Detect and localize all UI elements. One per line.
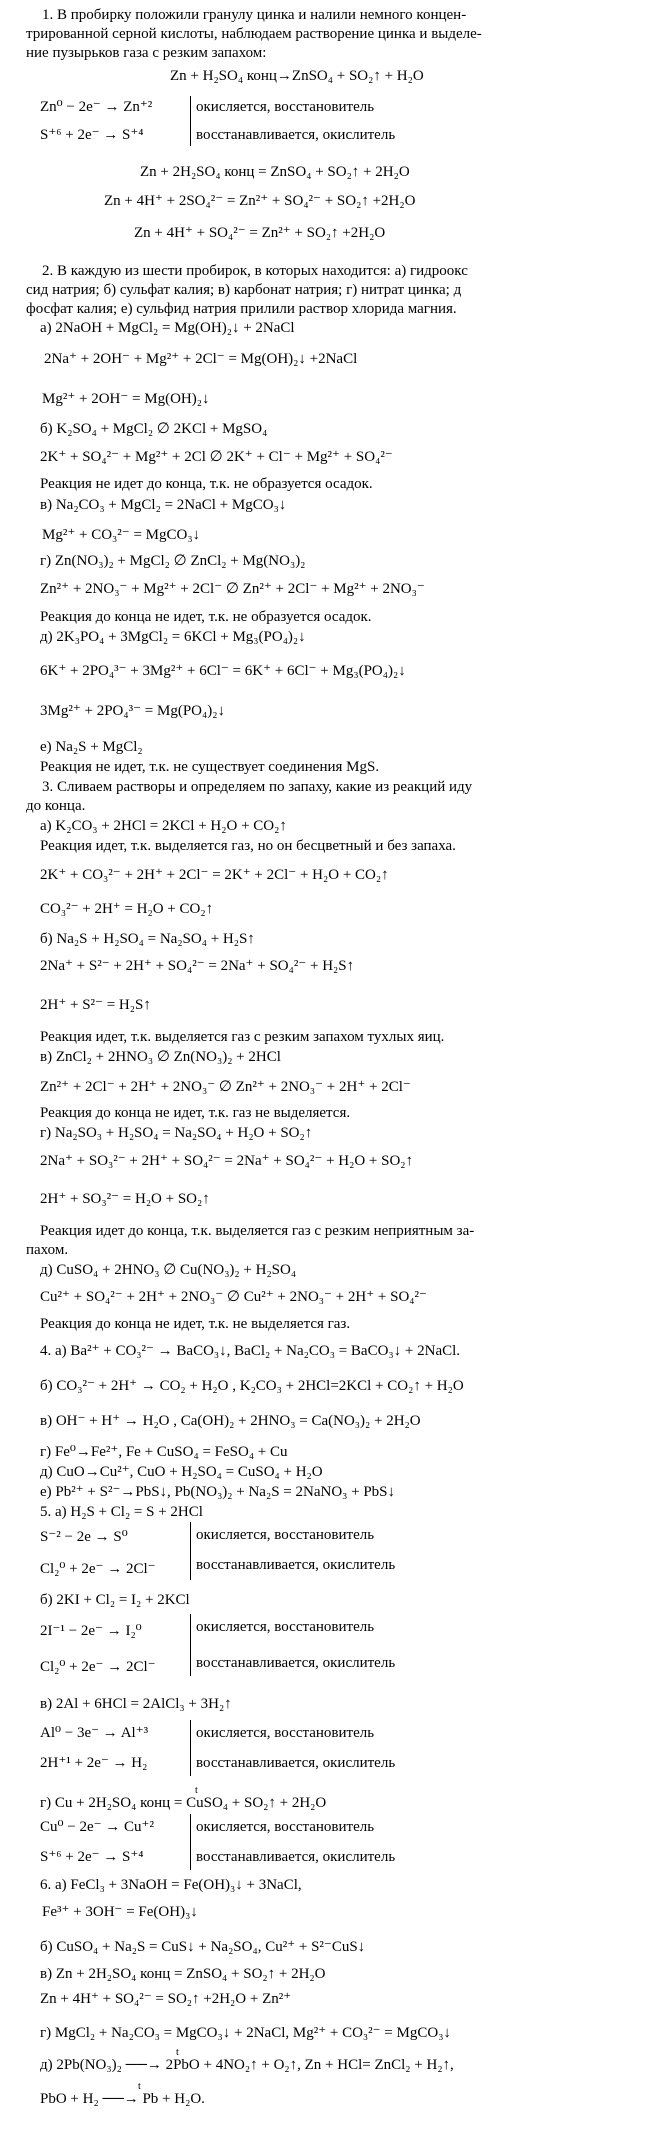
text-line: Fe³⁺ + 3OH⁻ = Fe(OH)₃↓ (42, 1904, 198, 1920)
text-line: б) CuSO₄ + Na₂S = CuS↓ + Na₂SO₄, Cu²⁺ + S²⁻CuS↓ (40, 1939, 366, 1955)
text-line: Реакция до конца не идет, т.к. не выделяется газ. (40, 1316, 351, 1332)
text-line: 2Na⁺ + 2OH⁻ + Mg²⁺ + 2Cl⁻ = Mg(OH)₂↓ +2NaCl (44, 351, 358, 367)
text-line: в) Zn + 2H₂SO₄ конц = ZnSO₄ + SO₂↑ + 2H₂O (40, 1966, 326, 1982)
text-line: Zn + 4H⁺ + 2SO₄²⁻ = Zn²⁺ + SO₄²⁻ + SO₂↑ +2H₂O (104, 193, 416, 209)
arrow-condition-label: t (176, 2047, 179, 2058)
text-line: Реакция до конца не идет, т.к. газ не выделяется. (40, 1105, 351, 1121)
text-line: б) Na₂S + H₂SO₄ = Na₂SO₄ + H₂S↑ (40, 931, 255, 947)
text-line: в) Na₂CO₃ + MgCl₂ = 2NaCl + MgCO₃↓ (40, 497, 287, 513)
text-line: окисляется, восстановитель (196, 1619, 375, 1635)
text-line: Cu⁰ − 2e⁻ → Cu⁺² (40, 1819, 154, 1835)
arrow-condition-label: t (195, 1785, 198, 1796)
text-line: Реакция не идет, т.к. не существует соединения MgS. (40, 759, 380, 775)
text-line: Реакция до конца не идет, т.к. не образуется осадок. (40, 609, 372, 625)
text-line: до конца. (26, 798, 86, 814)
text-line: восстанавливается, окислитель (196, 1849, 396, 1865)
text-line: Cl₂⁰ + 2e⁻ → 2Cl⁻ (40, 1561, 156, 1577)
bracket-line (190, 96, 191, 146)
text-line: 4. а) Ba²⁺ + CO₃²⁻ → BaCO₃↓, BaCl₂ + Na₂CO₃ = BaCO₃↓ + 2NaCl. (40, 1343, 461, 1359)
text-line: б) CO₃²⁻ + 2H⁺ → CO₂ + H₂O , K₂CO₃ + 2HCl=2KCl + CO₂↑ + H₂O (40, 1378, 464, 1394)
text-line: Реакция идет, т.к. выделяется газ, но он бесцветный и без запаха. (40, 838, 456, 854)
text-line: г) Zn(NO₃)₂ + MgCl₂ ∅ ZnCl₂ + Mg(NO₃)₂ (40, 553, 306, 569)
text-line: Mg²⁺ + CO₃²⁻ = MgCO₃↓ (42, 527, 201, 543)
text-line: Mg²⁺ + 2OH⁻ = Mg(OH)₂↓ (42, 391, 210, 407)
text-line: Cl₂⁰ + 2e⁻ → 2Cl⁻ (40, 1659, 156, 1675)
text-line: г) Cu + 2H₂SO₄ конц = CuSO₄ + SO₂↑ + 2H₂O (40, 1795, 327, 1811)
text-line: 2. В каждую из шести пробирок, в которых находится: а) гидроокс (42, 263, 468, 279)
text-line: 2H⁺¹ + 2e⁻ → H₂ (40, 1755, 148, 1771)
arrow-condition-label: t (138, 2081, 141, 2092)
text-line: Zn²⁺ + 2Cl⁻ + 2H⁺ + 2NO₃⁻ ∅ Zn²⁺ + 2NO₃⁻ + 2H⁺ + 2Cl⁻ (40, 1079, 411, 1095)
text-line: восстанавливается, окислитель (196, 1557, 396, 1573)
text-line: Zn⁰ − 2e⁻ → Zn⁺² (40, 99, 153, 115)
text-line: д) CuO→Cu²⁺, CuO + H₂SO₄ = CuSO₄ + H₂O (40, 1464, 323, 1480)
text-line: Реакция идет до конца, т.к. выделяется газ с резким неприятным за- (40, 1223, 475, 1239)
text-line: Al⁰ − 3e⁻ → Al⁺³ (40, 1725, 149, 1741)
text-line: в) ZnCl₂ + 2HNO₃ ∅ Zn(NO₃)₂ + 2HCl (40, 1049, 281, 1065)
text-line: г) Na₂SO₃ + H₂SO₄ = Na₂SO₄ + H₂O + SO₂↑ (40, 1125, 313, 1141)
text-line: трированной серной кислоты, наблюдаем растворение цинка и выделе- (26, 26, 482, 42)
text-line: S⁺⁶ + 2e⁻ → S⁺⁴ (40, 127, 144, 143)
text-line: б) 2KI + Cl₂ = I₂ + 2KCl (40, 1592, 190, 1608)
text-line: 2I⁻¹ − 2e⁻ → I₂⁰ (40, 1623, 142, 1639)
text-line: ние пузырьков газа с резким запахом: (26, 45, 267, 61)
text-line: д) 2Pb(NO₃)₂ ──→ 2PbO + 4NO₂↑ + O₂↑, Zn + HCl= ZnCl₂ + H₂↑, (40, 2057, 454, 2073)
text-line: окисляется, восстановитель (196, 99, 375, 115)
text-line: г) Fe⁰→Fe²⁺, Fe + CuSO₄ = FeSO₄ + Cu (40, 1444, 288, 1460)
text-line: Реакция идет, т.к. выделяется газ с резким запахом тухлых яиц. (40, 1029, 445, 1045)
text-line: сид натрия; б) сульфат калия; в) карбонат натрия; г) нитрат цинка; д (26, 282, 462, 298)
text-line: PbO + H₂ ──→ Pb + H₂O. (40, 2091, 205, 2107)
text-line: г) MgCl₂ + Na₂CO₃ = MgCO₃↓ + 2NaCl, Mg²⁺ + CO₃²⁻ = MgCO₃↓ (40, 2025, 451, 2041)
bracket-line (190, 1814, 191, 1870)
text-line: Cu²⁺ + SO₄²⁻ + 2H⁺ + 2NO₃⁻ ∅ Cu²⁺ + 2NO₃⁻ + 2H⁺ + SO₄²⁻ (40, 1289, 427, 1305)
bracket-line (190, 1720, 191, 1776)
text-line: Zn + 4H⁺ + SO₄²⁻ = SO₂↑ +2H₂O + Zn²⁺ (40, 1991, 292, 2007)
text-line: Zn + 4H⁺ + SO₄²⁻ = Zn²⁺ + SO₂↑ +2H₂O (134, 225, 386, 241)
text-line: а) 2NaOH + MgCl₂ = Mg(OH)₂↓ + 2NaCl (40, 320, 295, 336)
text-line: 6. а) FeCl₃ + 3NaOH = Fe(OH)₃↓ + 3NaCl, (40, 1877, 302, 1893)
text-line: Zn²⁺ + 2NO₃⁻ + Mg²⁺ + 2Cl⁻ ∅ Zn²⁺ + 2Cl⁻ + Mg²⁺ + 2NO₃⁻ (40, 581, 425, 597)
text-line: Zn + H₂SO₄ конц→ZnSO₄ + SO₂↑ + H₂O (170, 68, 424, 84)
text-line: в) 2Al + 6HCl = 2AlCl₃ + 3H₂↑ (40, 1696, 232, 1712)
text-line: 3. Сливаем растворы и определяем по запаху, какие из реакций иду (42, 779, 473, 795)
text-line: 2K⁺ + SO₄²⁻ + Mg²⁺ + 2Cl ∅ 2K⁺ + Cl⁻ + Mg²⁺ + SO₄²⁻ (40, 449, 393, 465)
text-line: 2H⁺ + SO₃²⁻ = H₂O + SO₂↑ (40, 1191, 210, 1207)
text-line: S⁻² − 2e → S⁰ (40, 1529, 128, 1545)
text-line: е) Na₂S + MgCl₂ (40, 739, 143, 755)
text-line: Реакция не идет до конца, т.к. не образуется осадок. (40, 476, 373, 492)
text-line: д) 2K₃PO₄ + 3MgCl₂ = 6KCl + Mg₃(PO₄)₂↓ (40, 629, 306, 645)
text-line: д) CuSO₄ + 2HNO₃ ∅ Cu(NO₃)₂ + H₂SO₄ (40, 1262, 297, 1278)
text-line: пахом. (26, 1242, 69, 1258)
text-line: окисляется, восстановитель (196, 1725, 375, 1741)
text-line: окисляется, восстановитель (196, 1527, 375, 1543)
text-line: S⁺⁶ + 2e⁻ → S⁺⁴ (40, 1849, 144, 1865)
text-line: фосфат калия; е) сульфид натрия прилили раствор хлорида магния. (26, 301, 457, 317)
text-line: восстанавливается, окислитель (196, 127, 396, 143)
bracket-line (190, 1522, 191, 1580)
text-line: 5. а) H₂S + Cl₂ = S + 2HCl (40, 1504, 203, 1520)
bracket-line (190, 1614, 191, 1676)
text-line: 2K⁺ + CO₃²⁻ + 2H⁺ + 2Cl⁻ = 2K⁺ + 2Cl⁻ + H₂O + CO₂↑ (40, 867, 389, 883)
text-line: 1. В пробирку положили гранулу цинка и налили немного концен- (42, 7, 467, 23)
text-line: б) K₂SO₄ + MgCl₂ ∅ 2KCl + MgSO₄ (40, 421, 268, 437)
text-line: 2Na⁺ + SO₃²⁻ + 2H⁺ + SO₄²⁻ = 2Na⁺ + SO₄²⁻ + H₂O + SO₂↑ (40, 1153, 414, 1169)
text-line: окисляется, восстановитель (196, 1819, 375, 1835)
text-line: восстанавливается, окислитель (196, 1655, 396, 1671)
text-line: CO₃²⁻ + 2H⁺ = H₂O + CO₂↑ (40, 901, 214, 917)
text-line: а) K₂CO₃ + 2HCl = 2KCl + H₂O + CO₂↑ (40, 818, 287, 834)
text-line: 2Na⁺ + S²⁻ + 2H⁺ + SO₄²⁻ = 2Na⁺ + SO₄²⁻ + H₂S↑ (40, 958, 355, 974)
text-line: е) Pb²⁺ + S²⁻→PbS↓, Pb(NO₃)₂ + Na₂S = 2NaNO₃ + PbS↓ (40, 1484, 396, 1500)
text-line: в) OH⁻ + H⁺ → H₂O , Ca(OH)₂ + 2HNO₃ = Ca(NO₃)₂ + 2H₂O (40, 1413, 421, 1429)
text-line: 6K⁺ + 2PO₄³⁻ + 3Mg²⁺ + 6Cl⁻ = 6K⁺ + 6Cl⁻ + Mg₃(PO₄)₂↓ (40, 663, 406, 679)
text-line: восстанавливается, окислитель (196, 1755, 396, 1771)
text-line: 2H⁺ + S²⁻ = H₂S↑ (40, 997, 151, 1013)
text-line: Zn + 2H₂SO₄ конц = ZnSO₄ + SO₂↑ + 2H₂O (140, 164, 410, 180)
text-line: 3Mg²⁺ + 2PO₄³⁻ = Mg(PO₄)₂↓ (40, 703, 225, 719)
